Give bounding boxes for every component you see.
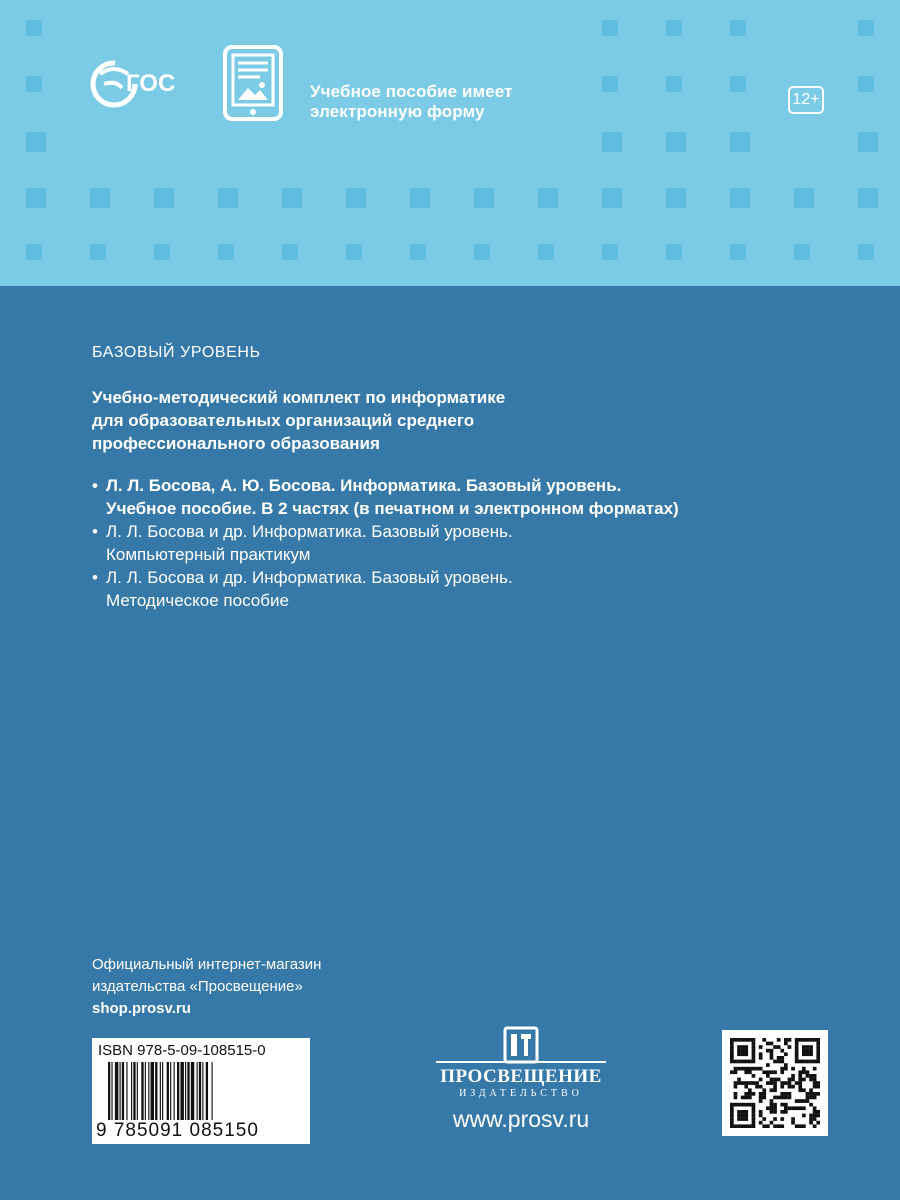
decorative-square xyxy=(794,188,814,208)
list-item-line-1: Л. Л. Босова, А. Ю. Босова. Информатика. Базовый уровень. xyxy=(106,476,622,495)
list-item-line-2: Компьютерный практикум xyxy=(106,545,311,564)
decorative-square xyxy=(602,188,622,208)
decorative-square xyxy=(346,188,366,208)
main-panel xyxy=(0,286,900,1200)
decorative-square xyxy=(410,244,426,260)
level-label: БАЗОВЫЙ УРОВЕНЬ xyxy=(92,344,261,361)
decorative-square xyxy=(410,188,430,208)
decorative-square xyxy=(218,188,238,208)
barcode-bars xyxy=(108,1062,304,1120)
fgos-logo-text: ГОС xyxy=(126,70,176,97)
shop-line-2: издательства «Просвещение» xyxy=(92,978,303,995)
bullet: • xyxy=(92,522,98,541)
decorative-square xyxy=(218,244,234,260)
fgos-logo xyxy=(86,58,186,122)
eform-line-1: Учебное пособие имеет xyxy=(310,82,513,101)
decorative-square xyxy=(666,132,686,152)
decorative-square xyxy=(602,132,622,152)
shop-info xyxy=(92,954,452,1020)
decorative-square xyxy=(858,188,878,208)
list-item-line-2: Учебное пособие. В 2 частях (в печатном и электронном форматах) xyxy=(106,499,679,518)
decorative-square xyxy=(666,188,686,208)
decorative-square xyxy=(282,188,302,208)
decorative-square xyxy=(26,76,42,92)
decorative-square xyxy=(730,132,750,152)
decorative-square xyxy=(730,20,746,36)
decorative-square xyxy=(858,76,874,92)
decorative-square xyxy=(794,244,810,260)
publication-list xyxy=(92,474,812,612)
list-item xyxy=(92,474,812,520)
qr-code-pattern xyxy=(730,1038,820,1128)
tablet-icon xyxy=(222,44,284,122)
decorative-square xyxy=(730,244,746,260)
age-rating-badge: 12+ xyxy=(788,86,824,114)
list-item xyxy=(92,566,812,612)
decorative-square xyxy=(602,244,618,260)
decorative-square xyxy=(858,132,878,152)
decorative-square-grid xyxy=(0,0,900,286)
complex-line-2: для образовательных организаций среднего xyxy=(92,411,475,430)
decorative-square xyxy=(154,188,174,208)
decorative-square xyxy=(90,244,106,260)
decorative-square xyxy=(154,244,170,260)
decorative-square xyxy=(282,244,298,260)
publisher-site-link[interactable]: www.prosv.ru xyxy=(452,1106,590,1132)
complex-heading xyxy=(92,386,732,455)
decorative-square xyxy=(666,76,682,92)
decorative-square xyxy=(538,244,554,260)
list-item-line-2: Методическое пособие xyxy=(106,591,289,610)
decorative-square xyxy=(474,188,494,208)
decorative-square xyxy=(602,76,618,92)
decorative-square xyxy=(858,244,874,260)
decorative-square xyxy=(666,20,682,36)
decorative-square xyxy=(666,244,682,260)
decorative-square xyxy=(26,244,42,260)
decorative-square xyxy=(730,188,750,208)
shop-url-link[interactable]: shop.prosv.ru xyxy=(92,1000,191,1017)
decorative-square xyxy=(26,188,46,208)
top-band xyxy=(0,0,900,286)
list-item-line-1: Л. Л. Босова и др. Информатика. Базовый уровень. xyxy=(106,568,513,587)
decorative-square xyxy=(474,244,490,260)
barcode-digits: 9 785091 085150 xyxy=(96,1120,259,1141)
bullet: • xyxy=(92,476,98,495)
decorative-square xyxy=(346,244,362,260)
eform-line-2: электронную форму xyxy=(310,102,485,121)
isbn-label: ISBN 978-5-09-108515-0 xyxy=(98,1042,266,1059)
decorative-square xyxy=(730,76,746,92)
decorative-square xyxy=(26,132,46,152)
decorative-square xyxy=(538,188,558,208)
decorative-square xyxy=(90,188,110,208)
bullet: • xyxy=(92,568,98,587)
decorative-square xyxy=(26,20,42,36)
decorative-square xyxy=(858,20,874,36)
list-item-line-1: Л. Л. Босова и др. Информатика. Базовый уровень. xyxy=(106,522,513,541)
isbn-barcode xyxy=(92,1038,310,1144)
shop-line-1: Официальный интернет-магазин xyxy=(92,956,322,973)
eform-notice xyxy=(310,82,570,122)
complex-line-3: профессионального образования xyxy=(92,434,380,453)
publisher-name: ПРОСВЕЩЕНИЕ xyxy=(440,1066,602,1087)
publisher-subtitle: ИЗДАТЕЛЬСТВО xyxy=(459,1088,583,1099)
decorative-square xyxy=(602,20,618,36)
list-item xyxy=(92,520,812,566)
complex-line-1: Учебно-методический комплект по информатике xyxy=(92,388,506,407)
qr-code[interactable] xyxy=(722,1030,828,1136)
